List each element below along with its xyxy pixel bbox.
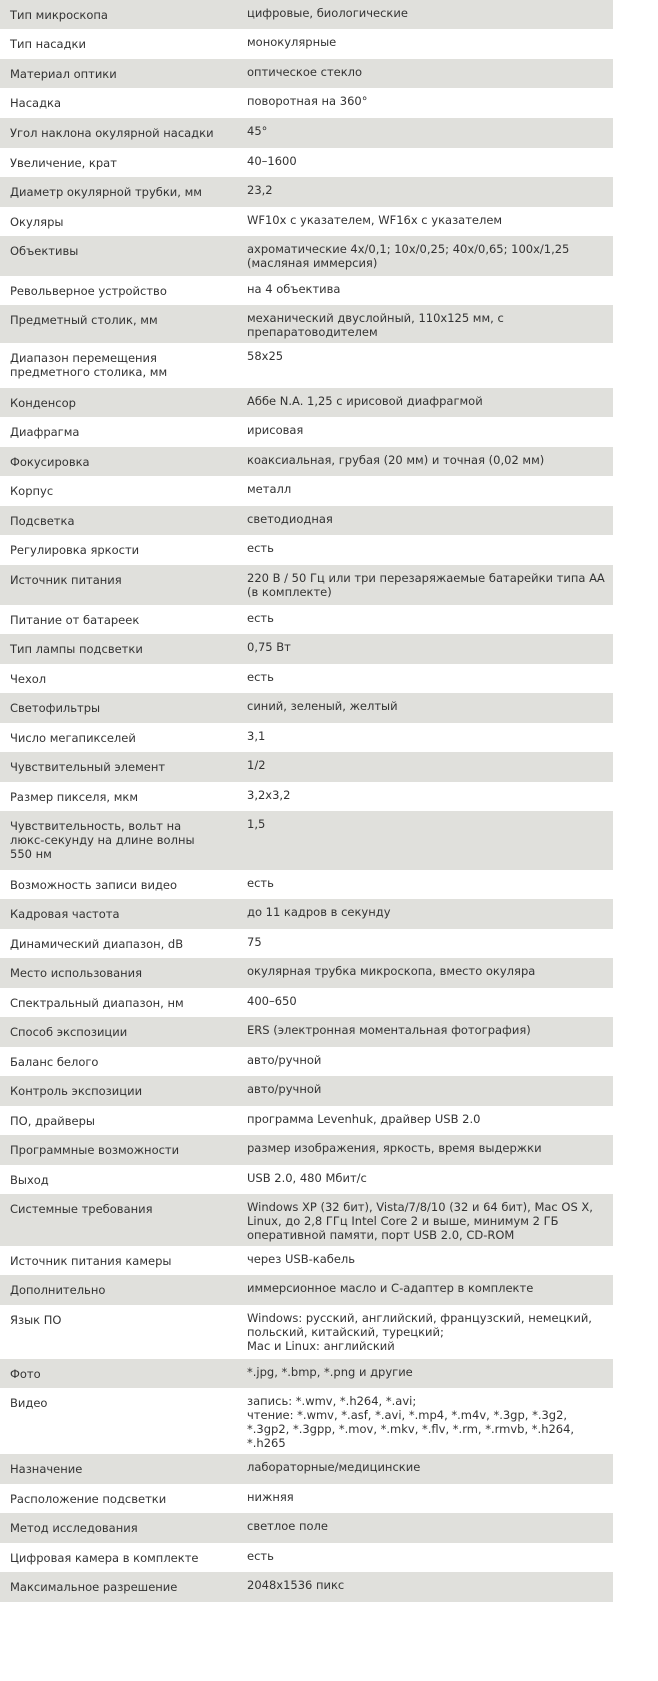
spec-value: механический двуслойный, 110х125 мм, с препаратоводителем	[247, 305, 613, 343]
spec-row	[0, 1017, 613, 1047]
spec-label: Назначение	[0, 1454, 247, 1484]
spec-value: ирисовая	[247, 417, 613, 447]
spec-value: монокулярные	[247, 29, 613, 59]
spec-label: Насадка	[0, 88, 247, 118]
spec-label: Чехол	[0, 664, 247, 693]
spec-label: Фото	[0, 1359, 247, 1388]
spec-value: через USB-кабель	[247, 1246, 613, 1275]
spec-row	[0, 476, 613, 506]
spec-label: Число мегапикселей	[0, 723, 247, 752]
spec-value: светодиодная	[247, 506, 613, 535]
spec-row	[0, 1194, 613, 1246]
spec-label: Чувствительный элемент	[0, 752, 247, 782]
spec-label: Системные требования	[0, 1194, 247, 1246]
spec-label: Револьверное устройство	[0, 276, 247, 305]
spec-value: ERS (электронная моментальная фотография)	[247, 1017, 613, 1047]
spec-value: 40–1600	[247, 148, 613, 177]
spec-value: 23,2	[247, 177, 613, 207]
spec-label: Способ экспозиции	[0, 1017, 247, 1047]
spec-value: размер изображения, яркость, время выдержки	[247, 1135, 613, 1165]
spec-row	[0, 1543, 613, 1572]
spec-label: Светофильтры	[0, 693, 247, 723]
spec-row	[0, 1305, 613, 1359]
spec-value: 3,2х3,2	[247, 782, 613, 811]
spec-row	[0, 118, 613, 148]
spec-label: Максимальное разрешение	[0, 1572, 247, 1602]
spec-value: оптическое стекло	[247, 59, 613, 88]
spec-row	[0, 59, 613, 88]
spec-value: 45°	[247, 118, 613, 148]
spec-row	[0, 1165, 613, 1194]
spec-row	[0, 870, 613, 899]
spec-label: Программные возможности	[0, 1135, 247, 1165]
spec-value: 58х25	[247, 343, 613, 388]
spec-label: Спектральный диапазон, нм	[0, 988, 247, 1017]
spec-value: Аббе N.A. 1,25 с ирисовой диафрагмой	[247, 388, 613, 417]
spec-value: программа Levenhuk, драйвер USB 2.0	[247, 1106, 613, 1135]
spec-value: цифровые, биологические	[247, 0, 613, 29]
spec-value: запись: *.wmv, *.h264, *.avi; чтение: *.wmv, *.asf, *.avi, *.mp4, *.m4v, *.3gp, *.3g2, *.3gp2, *.3gpp, *.mov, *.mkv, *.flv, *.rm, *.rmvb, *.h264, *.h265	[247, 1388, 613, 1454]
spec-row	[0, 634, 613, 664]
spec-value: есть	[247, 870, 613, 899]
spec-row	[0, 929, 613, 958]
spec-label: Диапазон перемещения предметного столика, мм	[0, 343, 247, 388]
spec-label: Регулировка яркости	[0, 535, 247, 565]
spec-label: Предметный столик, мм	[0, 305, 247, 343]
spec-value: поворотная на 360°	[247, 88, 613, 118]
spec-label: Выход	[0, 1165, 247, 1194]
spec-label: Тип лампы подсветки	[0, 634, 247, 664]
spec-value: на 4 объектива	[247, 276, 613, 305]
spec-value: USB 2.0, 480 Мбит/с	[247, 1165, 613, 1194]
spec-row	[0, 506, 613, 535]
spec-row	[0, 782, 613, 811]
spec-value: есть	[247, 664, 613, 693]
spec-row	[0, 1135, 613, 1165]
spec-row	[0, 447, 613, 476]
spec-value: металл	[247, 476, 613, 506]
spec-value: 220 В / 50 Гц или три перезаряжаемые батарейки типа АА (в комплекте)	[247, 565, 613, 605]
spec-value: коаксиальная, грубая (20 мм) и точная (0,02 мм)	[247, 447, 613, 476]
spec-row	[0, 988, 613, 1017]
spec-value: лабораторные/медицинские	[247, 1454, 613, 1484]
spec-row	[0, 565, 613, 605]
spec-label: Кадровая частота	[0, 899, 247, 929]
spec-row	[0, 811, 613, 870]
spec-value: ахроматические 4х/0,1; 10х/0,25; 40х/0,65; 100х/1,25 (масляная иммерсия)	[247, 236, 613, 276]
spec-value: 3,1	[247, 723, 613, 752]
spec-value: синий, зеленый, желтый	[247, 693, 613, 723]
spec-row	[0, 693, 613, 723]
spec-row	[0, 1359, 613, 1388]
spec-label: Окуляры	[0, 207, 247, 236]
spec-row	[0, 1047, 613, 1076]
spec-row	[0, 958, 613, 988]
spec-row	[0, 1484, 613, 1513]
spec-value: окулярная трубка микроскопа, вместо окуляра	[247, 958, 613, 988]
spec-row	[0, 1572, 613, 1602]
spec-label: Фокусировка	[0, 447, 247, 476]
spec-label: Диаметр окулярной трубки, мм	[0, 177, 247, 207]
spec-row	[0, 1106, 613, 1135]
spec-label: Чувствительность, вольт на люкс-секунду на длине волны 550 нм	[0, 811, 247, 870]
spec-label: Источник питания камеры	[0, 1246, 247, 1275]
spec-label: Контроль экспозиции	[0, 1076, 247, 1106]
spec-label: Расположение подсветки	[0, 1484, 247, 1513]
spec-label: Метод исследования	[0, 1513, 247, 1543]
spec-value: 0,75 Вт	[247, 634, 613, 664]
spec-row	[0, 899, 613, 929]
spec-label: Угол наклона окулярной насадки	[0, 118, 247, 148]
spec-label: Возможность записи видео	[0, 870, 247, 899]
spec-label: Язык ПО	[0, 1305, 247, 1359]
spec-row	[0, 207, 613, 236]
spec-label: Подсветка	[0, 506, 247, 535]
spec-value: 1/2	[247, 752, 613, 782]
spec-value: до 11 кадров в секунду	[247, 899, 613, 929]
spec-value: 75	[247, 929, 613, 958]
spec-row	[0, 343, 613, 388]
spec-row	[0, 535, 613, 565]
spec-row	[0, 0, 613, 29]
spec-row	[0, 752, 613, 782]
spec-value: светлое поле	[247, 1513, 613, 1543]
spec-label: Материал оптики	[0, 59, 247, 88]
spec-row	[0, 305, 613, 343]
spec-value: WF10x с указателем, WF16x с указателем	[247, 207, 613, 236]
spec-label: Увеличение, крат	[0, 148, 247, 177]
spec-label: Видео	[0, 1388, 247, 1454]
spec-row	[0, 236, 613, 276]
spec-label: Размер пикселя, мкм	[0, 782, 247, 811]
spec-label: Динамический диапазон, dB	[0, 929, 247, 958]
spec-row	[0, 29, 613, 59]
spec-value: есть	[247, 605, 613, 634]
spec-label: Баланс белого	[0, 1047, 247, 1076]
spec-value: нижняя	[247, 1484, 613, 1513]
spec-label: Место использования	[0, 958, 247, 988]
spec-value: *.jpg, *.bmp, *.png и другие	[247, 1359, 613, 1388]
spec-label: ПО, драйверы	[0, 1106, 247, 1135]
spec-row	[0, 417, 613, 447]
spec-value: Windows XP (32 бит), Vista/7/8/10 (32 и 64 бит), Mac OS X, Linux, до 2,8 ГГц Intel Core 2 и выше, минимум 2 ГБ оперативной памяти, порт USB 2.0, CD-ROM	[247, 1194, 613, 1246]
spec-row	[0, 1454, 613, 1484]
spec-row	[0, 1246, 613, 1275]
spec-value: авто/ручной	[247, 1076, 613, 1106]
spec-label: Диафрагма	[0, 417, 247, 447]
spec-row	[0, 177, 613, 207]
spec-row	[0, 276, 613, 305]
spec-label: Объективы	[0, 236, 247, 276]
spec-row	[0, 1275, 613, 1305]
spec-value: есть	[247, 535, 613, 565]
spec-label: Питание от батареек	[0, 605, 247, 634]
spec-label: Тип насадки	[0, 29, 247, 59]
spec-row	[0, 1076, 613, 1106]
spec-label: Конденсор	[0, 388, 247, 417]
spec-value: есть	[247, 1543, 613, 1572]
spec-label: Корпус	[0, 476, 247, 506]
spec-value: Windows: русский, английский, французский, немецкий, польский, китайский, турецкий; Mac и Linux: английский	[247, 1305, 613, 1359]
spec-label: Цифровая камера в комплекте	[0, 1543, 247, 1572]
spec-value: 1,5	[247, 811, 613, 870]
spec-label: Тип микроскопа	[0, 0, 247, 29]
spec-label: Источник питания	[0, 565, 247, 605]
spec-row	[0, 148, 613, 177]
spec-row	[0, 605, 613, 634]
spec-value: 400–650	[247, 988, 613, 1017]
spec-row	[0, 388, 613, 417]
spec-value: иммерсионное масло и С-адаптер в комплекте	[247, 1275, 613, 1305]
spec-row	[0, 664, 613, 693]
spec-row	[0, 723, 613, 752]
spec-value: авто/ручной	[247, 1047, 613, 1076]
spec-row	[0, 88, 613, 118]
spec-row	[0, 1513, 613, 1543]
spec-label: Дополнительно	[0, 1275, 247, 1305]
spec-row	[0, 1388, 613, 1454]
spec-value: 2048x1536 пикс	[247, 1572, 613, 1602]
